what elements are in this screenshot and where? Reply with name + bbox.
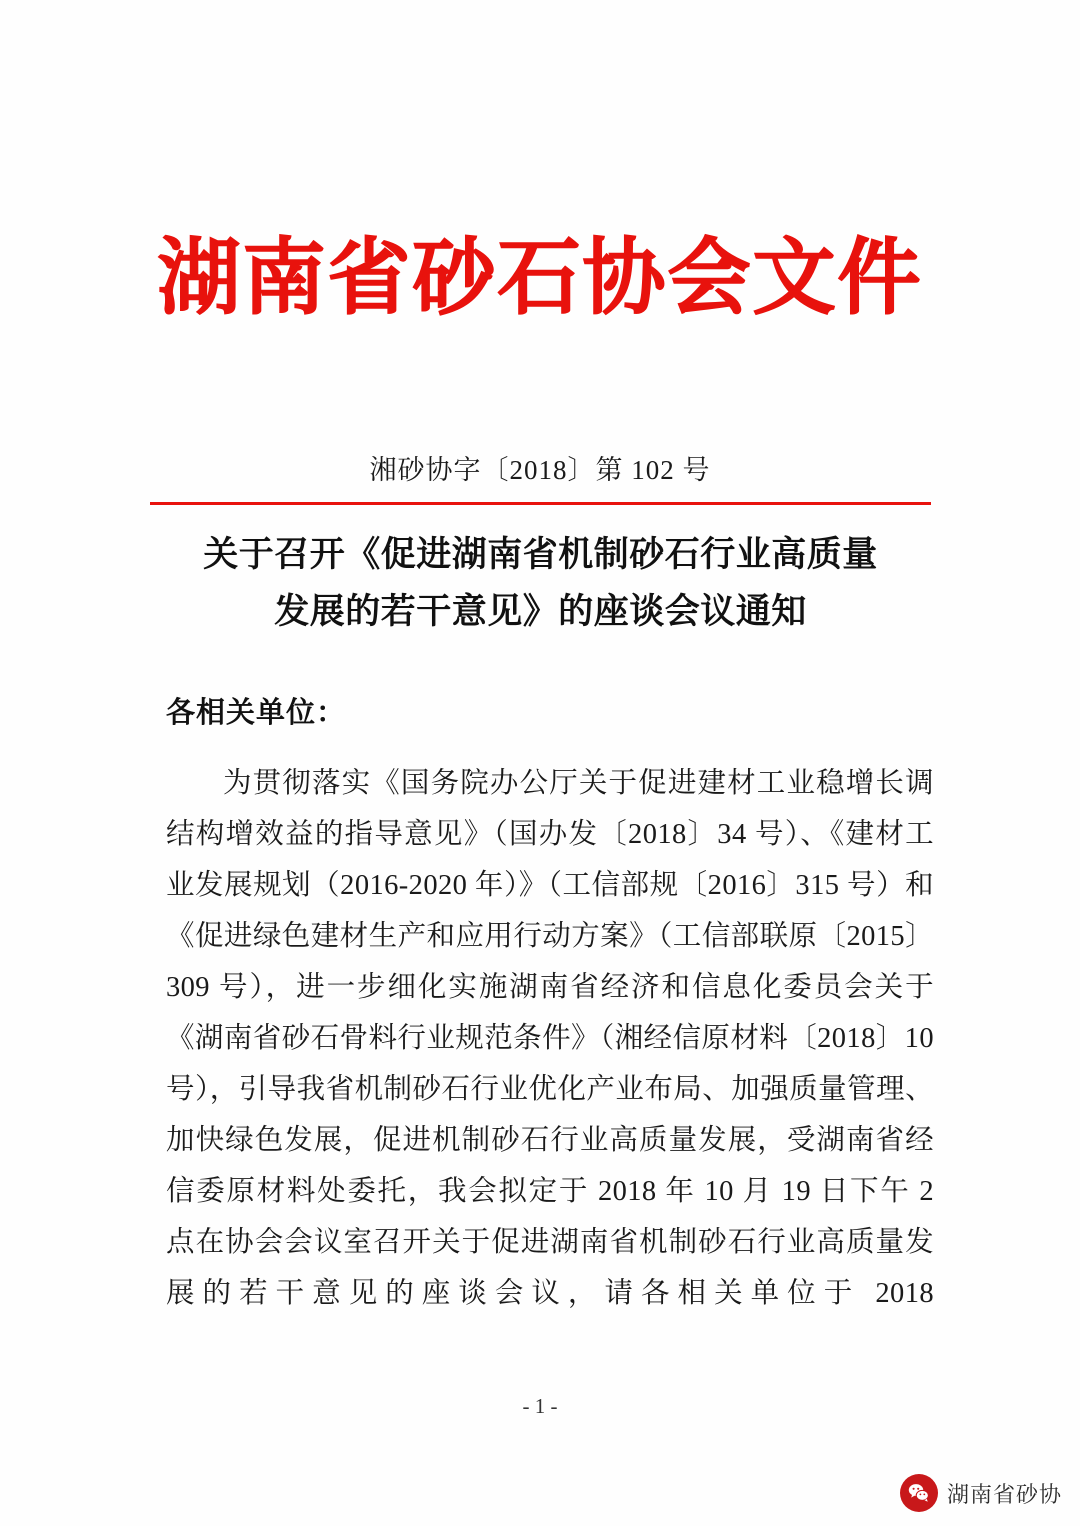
wechat-account-badge <box>900 1474 1062 1512</box>
document-number: 湘砂协字〔2018〕第 102 号 <box>369 455 711 485</box>
salutation: 各相关单位： <box>166 697 347 729</box>
red-divider-rule <box>150 502 931 505</box>
document-title <box>150 527 931 640</box>
masthead-title: 湖南省砂石协会文件 <box>157 231 923 324</box>
body-text <box>166 758 934 1319</box>
wechat-account-name: 湖南省砂协 <box>946 1481 1062 1507</box>
document-title-line-2: 发展的若干意见》的座谈会议通知 <box>274 591 807 631</box>
body-paragraph: 为贯彻落实《国务院办公厅关于促进建材工业稳增长调结构增效益的指导意见》（国办发〔2018〕34 号）、《建材工业发展规划（2016-2020 年）》（工信部规〔2016〕315 号）和《促进绿色建材生产和应用行动方案》（工信部联原〔2015〕309 号），进一步细化实施湖南省经济和信息化委员会关于《湖南省砂石骨料行业规范条件》（湘经信原材料〔2018〕10 号），引导我省机制砂石行业优化产业布局、加强质量管理、加快绿色发展，促进机制砂石行业高质量发展，受湖南省经信委原材料处委托，我会拟定于 2018 年 10 月 19 日下午 2 点在协会会议室召开关于促进湖南省机制砂石行业高质量发展的若干意见的座谈会议，请各相关单位于 2018 <box>166 768 934 1309</box>
masthead <box>0 231 1080 324</box>
page-number: - 1 - <box>522 1394 558 1418</box>
document-title-line-1: 关于召开《促进湖南省机制砂石行业高质量 <box>203 535 878 574</box>
wechat-icon <box>900 1474 938 1512</box>
